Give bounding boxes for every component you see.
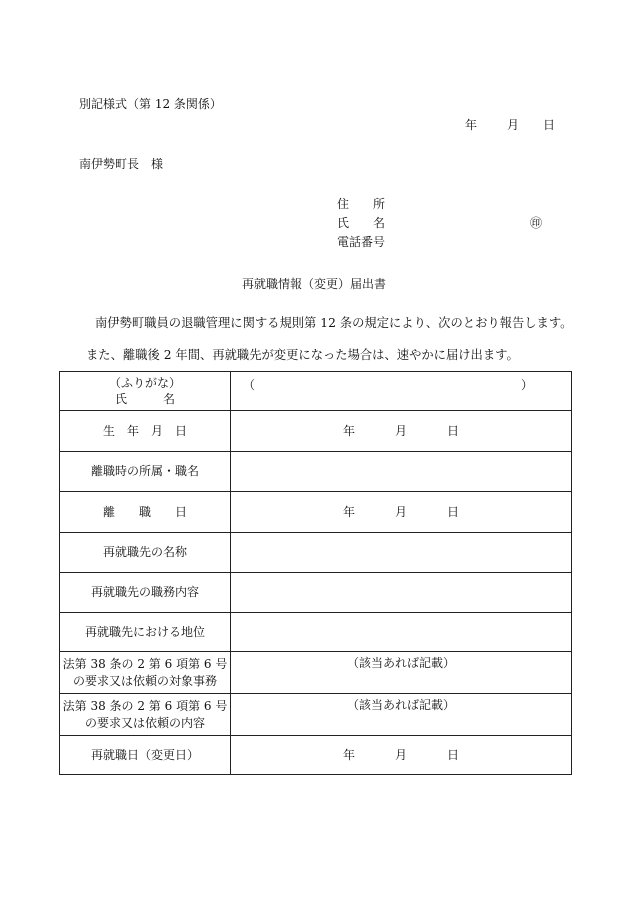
table-row-reemploy <box>60 736 572 775</box>
req-content-label-cell <box>60 694 231 736</box>
sender-name-label: 氏 名 <box>337 216 386 230</box>
reemploy-label: 再就職日（変更日） <box>60 736 231 775</box>
date-year: 年 <box>465 118 478 132</box>
reemploy-month: 月 <box>394 747 407 762</box>
table-row-employer <box>60 533 572 573</box>
birth-day: 日 <box>447 423 460 438</box>
header-date <box>465 119 555 131</box>
table-row-position <box>60 613 572 652</box>
req-target-note: （該当あれば記載） <box>346 656 455 670</box>
body-paragraph-2: また、離職後 2 年間、再就職先が変更になった場合は、速やかに届け出ます。 <box>86 348 519 363</box>
employer-value-cell[interactable] <box>231 533 572 573</box>
table-row-req-content <box>60 694 572 736</box>
furigana-label: （ふりがな） <box>108 375 181 390</box>
reemploy-year: 年 <box>342 747 355 762</box>
name-label-cell <box>60 372 231 411</box>
req-target-label-line2: の要求又は依頼の対象事務 <box>72 673 217 688</box>
reemploy-day: 日 <box>447 747 460 762</box>
leave-month: 月 <box>394 504 407 519</box>
body-paragraph-1: 南伊勢町職員の退職管理に関する規則第 12 条の規定により、次のとおり報告します。 <box>95 316 573 330</box>
req-content-value-cell[interactable] <box>231 694 572 736</box>
document-title: 再就職情報（変更）届出書 <box>242 277 387 291</box>
birth-value-cell[interactable] <box>231 411 572 452</box>
table-row-req-target <box>60 652 572 694</box>
leave-day: 日 <box>447 504 460 519</box>
req-target-label-line1: 法第 38 条の 2 第 6 項第 6 号 <box>62 657 228 672</box>
addressee: 南伊勢町長 様 <box>79 157 164 171</box>
table-row-birth <box>60 411 572 452</box>
dept-value-cell[interactable] <box>231 452 572 492</box>
name-value-cell[interactable] <box>231 372 572 411</box>
birth-year: 年 <box>342 423 355 438</box>
form-reference: 別記様式（第 12 条関係） <box>79 97 222 111</box>
duties-label: 再就職先の職務内容 <box>60 573 231 613</box>
leave-label: 離 職 日 <box>60 492 231 533</box>
table-row-dept <box>60 452 572 492</box>
dept-label: 離職時の所属・職名 <box>60 452 231 492</box>
position-value-cell[interactable] <box>231 613 572 652</box>
birth-label: 生 年 月 日 <box>60 411 231 452</box>
sender-phone-label: 電話番号 <box>337 235 386 249</box>
req-target-value-cell[interactable] <box>231 652 572 694</box>
req-target-label-cell <box>60 652 231 694</box>
report-table <box>59 371 572 775</box>
leave-value-cell[interactable] <box>231 492 572 533</box>
furigana-open-paren: （ <box>243 378 256 392</box>
duties-value-cell[interactable] <box>231 573 572 613</box>
position-label: 再就職先における地位 <box>60 613 231 652</box>
sender-block <box>337 198 385 255</box>
sender-address-label: 住 所 <box>337 197 386 211</box>
table-row-duties <box>60 573 572 613</box>
date-day: 日 <box>543 118 556 132</box>
req-content-label-line2: の要求又は依頼の内容 <box>84 715 205 730</box>
birth-month: 月 <box>394 423 407 438</box>
req-content-label-line1: 法第 38 条の 2 第 6 項第 6 号 <box>62 699 228 714</box>
name-label: 氏 名 <box>114 392 175 406</box>
employer-label: 再就職先の名称 <box>60 533 231 573</box>
date-month: 月 <box>507 118 520 132</box>
table-row-leave <box>60 492 572 533</box>
table-row-name <box>60 372 572 411</box>
reemploy-value-cell[interactable] <box>231 736 572 775</box>
furigana-close-paren: ） <box>520 378 533 392</box>
seal-mark: ㊞ <box>530 216 543 230</box>
req-content-note: （該当あれば記載） <box>346 698 455 712</box>
leave-year: 年 <box>342 504 355 519</box>
